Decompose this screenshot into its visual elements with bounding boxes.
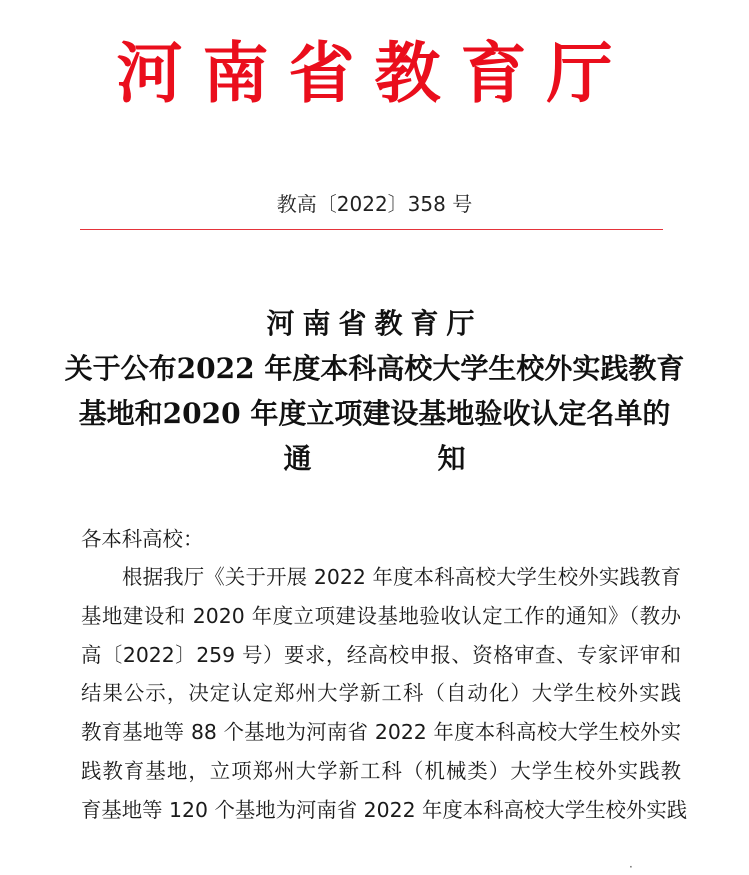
title-line: 基地和2020 年度立项建设基地验收认定名单的 (78, 397, 671, 430)
paragraph-line: 高〔2022〕259 号）要求，经高校申报、资格审查、专家评审和 (81, 642, 681, 667)
paragraph-line: 结果公示，决定认定郑州大学新工科（自动化）大学生校外实践 (81, 681, 681, 706)
title-line-notice: 通知 (283, 442, 592, 475)
paragraph-line: 育基地等 120 个基地为河南省 2022 年度本科高校大学生校外实践 (81, 797, 688, 822)
paragraph-line: 根据我厅《关于开展 2022 年度本科高校大学生校外实践教育 (122, 565, 681, 589)
notice-title (0, 301, 749, 481)
paragraph-line: 践教育基地，立项郑州大学新工科（机械类）大学生校外实践教 (81, 758, 681, 783)
notice-body (81, 520, 688, 830)
paragraph-line: 教育基地等 88 个基地为河南省 2022 年度本科高校大学生校外实 (81, 720, 681, 745)
title-line: 关于公布2022 年度本科高校大学生校外实践教育 (64, 352, 685, 385)
page-mark: · (629, 860, 633, 874)
salutation: 各本科高校： (81, 527, 204, 551)
masthead-title: 河南省教育厅 (116, 34, 633, 112)
red-divider-line (80, 229, 663, 230)
paragraph-line: 基地建设和 2020 年度立项建设基地验收认定工作的通知》（教办 (81, 603, 681, 628)
title-line-issuer: 河南省教育厅 (266, 307, 483, 340)
document-number: 教高〔2022〕358 号 (276, 192, 473, 216)
